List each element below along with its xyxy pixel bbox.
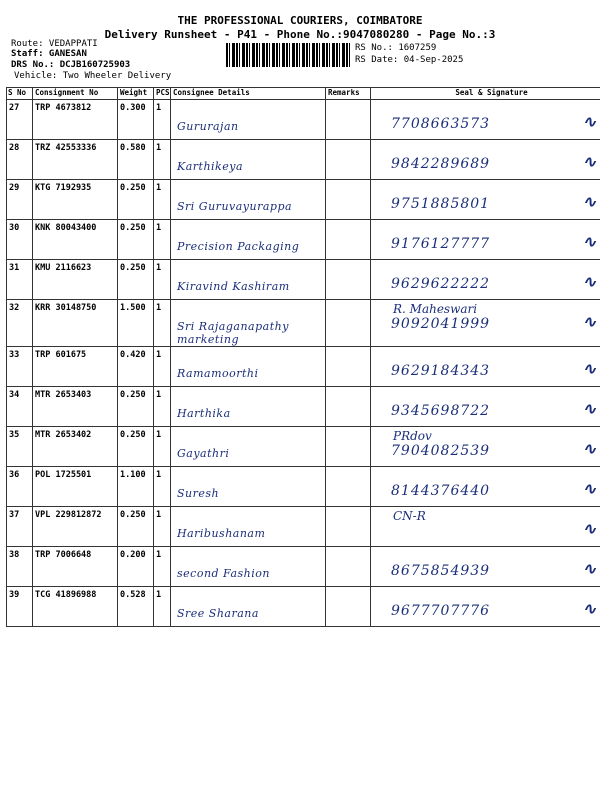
- signature-scribble-icon: ∿: [582, 112, 596, 131]
- col-pcs: PCS: [154, 88, 171, 100]
- row-pcs: 1: [154, 180, 171, 220]
- row-pcs: 1: [154, 427, 171, 467]
- receiver-phone: 8144376440: [391, 483, 491, 499]
- table-row: [7, 220, 600, 260]
- row-seal-signature: [371, 547, 600, 587]
- table-header-row: [7, 88, 600, 100]
- table-row: [7, 140, 600, 180]
- row-sno: 35: [7, 427, 33, 467]
- row-pcs: 1: [154, 547, 171, 587]
- row-pcs: 1: [154, 300, 171, 347]
- signature-scribble-icon: ∿: [582, 272, 596, 291]
- consignee-name: Ramamoorthi: [177, 367, 259, 380]
- row-weight: 0.250: [118, 427, 154, 467]
- barcode-image: [226, 43, 350, 67]
- row-sno: 31: [7, 260, 33, 300]
- consignee-name: Harthika: [177, 407, 231, 420]
- row-weight: 0.200: [118, 547, 154, 587]
- row-seal-signature: [371, 507, 600, 547]
- row-remarks: [326, 427, 371, 467]
- row-weight: 0.580: [118, 140, 154, 180]
- row-pcs: 1: [154, 140, 171, 180]
- row-consignee-cell: [171, 100, 326, 140]
- signature-scribble-icon: ∿: [582, 312, 596, 331]
- table-row: [7, 427, 600, 467]
- row-pcs: 1: [154, 467, 171, 507]
- receiver-phone: 9176127777: [391, 236, 491, 252]
- receiver-phone: 9629622222: [391, 276, 491, 292]
- signature-scribble-icon: ∿: [582, 152, 596, 171]
- row-consignee-cell: [171, 587, 326, 627]
- row-remarks: [326, 260, 371, 300]
- row-weight: 1.100: [118, 467, 154, 507]
- row-remarks: [326, 547, 371, 587]
- signature-scribble-icon: ∿: [582, 359, 596, 378]
- receiver-phone: 9751885801: [391, 196, 491, 212]
- row-consignee-cell: [171, 507, 326, 547]
- row-sno: 36: [7, 467, 33, 507]
- consignee-name: Sri Rajaganapathy marketing: [177, 320, 289, 346]
- row-seal-signature: [371, 260, 600, 300]
- table-row: [7, 387, 600, 427]
- receiver-phone: 9629184343: [391, 363, 491, 379]
- consignee-name: Kiravind Kashiram: [177, 280, 290, 293]
- row-pcs: 1: [154, 387, 171, 427]
- row-sno: 34: [7, 387, 33, 427]
- drs-number: DRS No.: DCJB160725903: [11, 60, 131, 70]
- runsheet-table: [6, 87, 600, 627]
- row-consignee-cell: [171, 347, 326, 387]
- row-remarks: [326, 220, 371, 260]
- table-row: [7, 100, 600, 140]
- signature-scribble-icon: ∿: [582, 399, 596, 418]
- consignee-name: Karthikeya: [177, 160, 244, 173]
- row-seal-signature: [371, 387, 600, 427]
- row-seal-signature: [371, 300, 600, 347]
- row-sno: 29: [7, 180, 33, 220]
- row-consignee-cell: [171, 427, 326, 467]
- row-remarks: [326, 347, 371, 387]
- row-consignment: TRP 4673812: [33, 100, 118, 140]
- row-consignment: TRP 601675: [33, 347, 118, 387]
- row-consignee-cell: [171, 180, 326, 220]
- receiver-phone: 9677707776: [391, 603, 491, 619]
- row-sno: 32: [7, 300, 33, 347]
- rs-number: RS No.: 1607259: [355, 43, 437, 53]
- row-sno: 28: [7, 140, 33, 180]
- consignee-name: Sree Sharana: [177, 607, 259, 620]
- row-seal-signature: [371, 140, 600, 180]
- row-pcs: 1: [154, 587, 171, 627]
- row-consignment: MTR 2653403: [33, 387, 118, 427]
- signature-scribble-icon: ∿: [582, 232, 596, 251]
- row-remarks: [326, 587, 371, 627]
- row-pcs: 1: [154, 507, 171, 547]
- row-pcs: 1: [154, 220, 171, 260]
- signature-scribble-icon: ∿: [582, 519, 596, 538]
- col-remarks: Remarks: [326, 88, 371, 100]
- consignee-name: Suresh: [177, 487, 220, 500]
- row-seal-signature: [371, 180, 600, 220]
- row-consignment: VPL 229812872: [33, 507, 118, 547]
- row-sno: 37: [7, 507, 33, 547]
- row-weight: 0.250: [118, 260, 154, 300]
- row-sno: 39: [7, 587, 33, 627]
- handwritten-note: R. Maheswari: [393, 302, 478, 316]
- row-seal-signature: [371, 347, 600, 387]
- row-seal-signature: [371, 100, 600, 140]
- row-weight: 0.250: [118, 387, 154, 427]
- row-weight: 0.528: [118, 587, 154, 627]
- consignee-name: Sri Guruvayurappa: [177, 200, 293, 213]
- row-consignment: KTG 7192935: [33, 180, 118, 220]
- row-consignee-cell: [171, 220, 326, 260]
- receiver-phone: 9092041999: [391, 316, 491, 332]
- row-consignee-cell: [171, 300, 326, 347]
- receiver-phone: 9345698722: [391, 403, 491, 419]
- table-row: [7, 467, 600, 507]
- consignee-name: Gururajan: [177, 120, 239, 133]
- signature-scribble-icon: ∿: [582, 439, 596, 458]
- col-weight: Weight: [118, 88, 154, 100]
- vehicle-label: Vehicle: Two Wheeler Delivery: [14, 71, 172, 81]
- row-sno: 33: [7, 347, 33, 387]
- row-seal-signature: [371, 427, 600, 467]
- signature-scribble-icon: ∿: [582, 479, 596, 498]
- handwritten-note: PRdov: [393, 429, 432, 443]
- row-consignment: TRP 7006648: [33, 547, 118, 587]
- row-remarks: [326, 300, 371, 347]
- rs-date: RS Date: 04-Sep-2025: [355, 55, 464, 65]
- receiver-phone: 9842289689: [391, 156, 491, 172]
- row-weight: 0.250: [118, 507, 154, 547]
- col-consignee: Consignee Details: [171, 88, 326, 100]
- document-title: THE PROFESSIONAL COURIERS, COIMBATORE: [177, 14, 423, 27]
- row-consignee-cell: [171, 467, 326, 507]
- table-row: [7, 180, 600, 220]
- consignee-name: Gayathri: [177, 447, 230, 460]
- row-consignment: TRZ 42553336: [33, 140, 118, 180]
- route-label: Route: VEDAPPATI: [11, 39, 98, 49]
- consignee-name: Precision Packaging: [177, 240, 300, 253]
- row-sno: 27: [7, 100, 33, 140]
- row-remarks: [326, 100, 371, 140]
- row-weight: 1.500: [118, 300, 154, 347]
- col-sno: S No: [7, 88, 33, 100]
- receiver-phone: 7904082539: [391, 443, 491, 459]
- table-row: [7, 300, 600, 347]
- row-pcs: 1: [154, 260, 171, 300]
- row-consignment: KRR 30148750: [33, 300, 118, 347]
- row-consignment: TCG 41896988: [33, 587, 118, 627]
- row-remarks: [326, 180, 371, 220]
- row-consignee-cell: [171, 260, 326, 300]
- signature-scribble-icon: ∿: [582, 192, 596, 211]
- row-pcs: 1: [154, 100, 171, 140]
- runsheet-subtitle: Delivery Runsheet - P41 - Phone No.:9047080280 - Page No.:3: [104, 28, 496, 41]
- row-consignee-cell: [171, 547, 326, 587]
- row-pcs: 1: [154, 347, 171, 387]
- signature-scribble-icon: ∿: [582, 559, 596, 578]
- row-remarks: [326, 467, 371, 507]
- row-weight: 0.420: [118, 347, 154, 387]
- row-consignment: MTR 2653402: [33, 427, 118, 467]
- row-remarks: [326, 140, 371, 180]
- row-consignee-cell: [171, 387, 326, 427]
- row-seal-signature: [371, 467, 600, 507]
- row-sno: 38: [7, 547, 33, 587]
- row-seal-signature: [371, 220, 600, 260]
- row-weight: 0.250: [118, 220, 154, 260]
- staff-label: Staff: GANESAN: [11, 49, 87, 59]
- row-consignment: KMU 2116623: [33, 260, 118, 300]
- handwritten-note: CN-R: [393, 509, 426, 523]
- row-remarks: [326, 387, 371, 427]
- row-weight: 0.300: [118, 100, 154, 140]
- table-row: [7, 347, 600, 387]
- col-consignment: Consignment No: [33, 88, 118, 100]
- row-consignment: KNK 80043400: [33, 220, 118, 260]
- signature-scribble-icon: ∿: [582, 599, 596, 618]
- row-weight: 0.250: [118, 180, 154, 220]
- col-seal: Seal & Signature: [371, 88, 600, 100]
- consignee-name: second Fashion: [177, 567, 270, 580]
- row-sno: 30: [7, 220, 33, 260]
- receiver-phone: 7708663573: [391, 116, 491, 132]
- row-remarks: [326, 507, 371, 547]
- table-row: [7, 260, 600, 300]
- consignee-name: Haribushanam: [177, 527, 266, 540]
- table-row: [7, 587, 600, 627]
- row-consignee-cell: [171, 140, 326, 180]
- table-row: [7, 507, 600, 547]
- row-seal-signature: [371, 587, 600, 627]
- row-consignment: POL 1725501: [33, 467, 118, 507]
- table-row: [7, 547, 600, 587]
- receiver-phone: 8675854939: [391, 563, 491, 579]
